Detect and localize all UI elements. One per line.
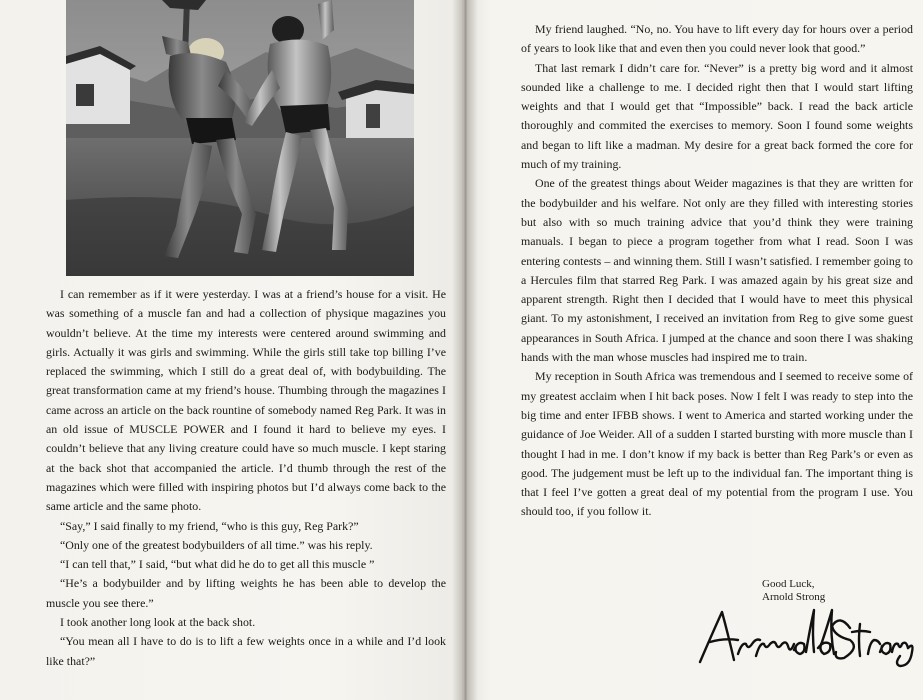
paragraph: I took another long look at the back shot. — [60, 615, 256, 630]
paragraph: That last remark I didn’t care for. “Never” is a pretty big word and it almost sounded like a challenge to me. I decided right then that I would start lifting weights and that I would get that “Impossible” back. I read the back article thoroughly and commited the exercises to memory. Soon I found some weights and began to lift like a madman. My desire for a great back formed the core for much of my training. — [521, 60, 913, 172]
paragraph: One of the greatest things about Weider magazines is that they are written for the bodybuilder and his welfare. Not only are they filled with interesting stories but also with so much training advice that you’d think they were training manuals. I began to piece a program together from what I read. Soon I was entering contests – and winning them. Still I wasn’t satisfied. I remember going to a Hercules film that starred Reg Park. I was amazed again by his great size and apparent strength. Right then I decided that I would have to meet this physical giant. To my astonishment, I received an invitation from Reg to give some guest appearances in South Africa. I jumped at the chance and soon there I was shaking hands with the man whose muscles had inspired me to train. — [521, 176, 913, 365]
paragraph: “Say,” I said finally to my friend, “who is this guy, Reg Park?” — [60, 518, 359, 533]
paragraph: My reception in South Africa was tremendous and I seemed to receive some of my greatest acclaim when I hit back poses. Now I felt I was ready to step into the big time and enter IFBB shows. I went to America and started working under the guidance of Joe Weider. All of a sudden I started bursting with more muscle than I thought I had in me. I don’t know if my back is better than Reg Park’s or even as good. The judgement must be left up to the individual fan. The important thing is that I feel I’ve gotten a great deal of my potential from the program I use. You should too, if you follow it. — [521, 369, 913, 519]
paragraph: “I can tell that,” I said, “but what did he do to get all this muscle ” — [60, 557, 375, 572]
paragraph: “Only one of the greatest bodybuilders of all time.” was his reply. — [60, 537, 373, 552]
signoff-name: Arnold Strong — [762, 591, 826, 603]
paragraph: “You mean all I have to do is to lift a few weights once in a while and I’d look like that?” — [46, 634, 446, 668]
left-page-body — [46, 285, 446, 671]
right-page — [462, 0, 923, 700]
paragraph: “He’s a bodybuilder and by lifting weights he has been able to develop the muscle you see there.” — [46, 576, 446, 610]
signature-text — [694, 604, 918, 668]
bodybuilders-posing-photo — [66, 0, 414, 276]
photo-illustration — [66, 0, 414, 276]
handwritten-signature — [694, 604, 918, 668]
right-page-body — [521, 20, 913, 522]
paragraph: My friend laughed. “No, no. You have to lift every day for hours over a period of years to look like that and even then you could never look that good.” — [521, 22, 913, 56]
signoff — [762, 578, 825, 604]
paragraph: I can remember as if it were yesterday. I was at a friend’s house for a visit. He was something of a muscle fan and had a collection of physique magazines you wouldn’t believe. At the time my interests were centered around swimming and girls. Actually it was girls and swimming. While the girls still take top billing I’ve replaced the swimming, which I still do a great deal of, with bodybuilding. The great transformation came at my friend’s house. Thumbing through the magazines I came across an article on the back rountine of somebody named Reg Park. It was in an old issue of MUSCLE POWER and I found it hard to believe my eyes. I couldn’t believe that any living creature could have so much muscle. I kept staring at the back shot that accompanied the article. I’d thumb through the rest of the magazines which were filled with inspiring photos but I’d always come back to the same article and the same photo. — [46, 287, 446, 514]
signoff-closing: Good Luck, — [762, 578, 815, 590]
